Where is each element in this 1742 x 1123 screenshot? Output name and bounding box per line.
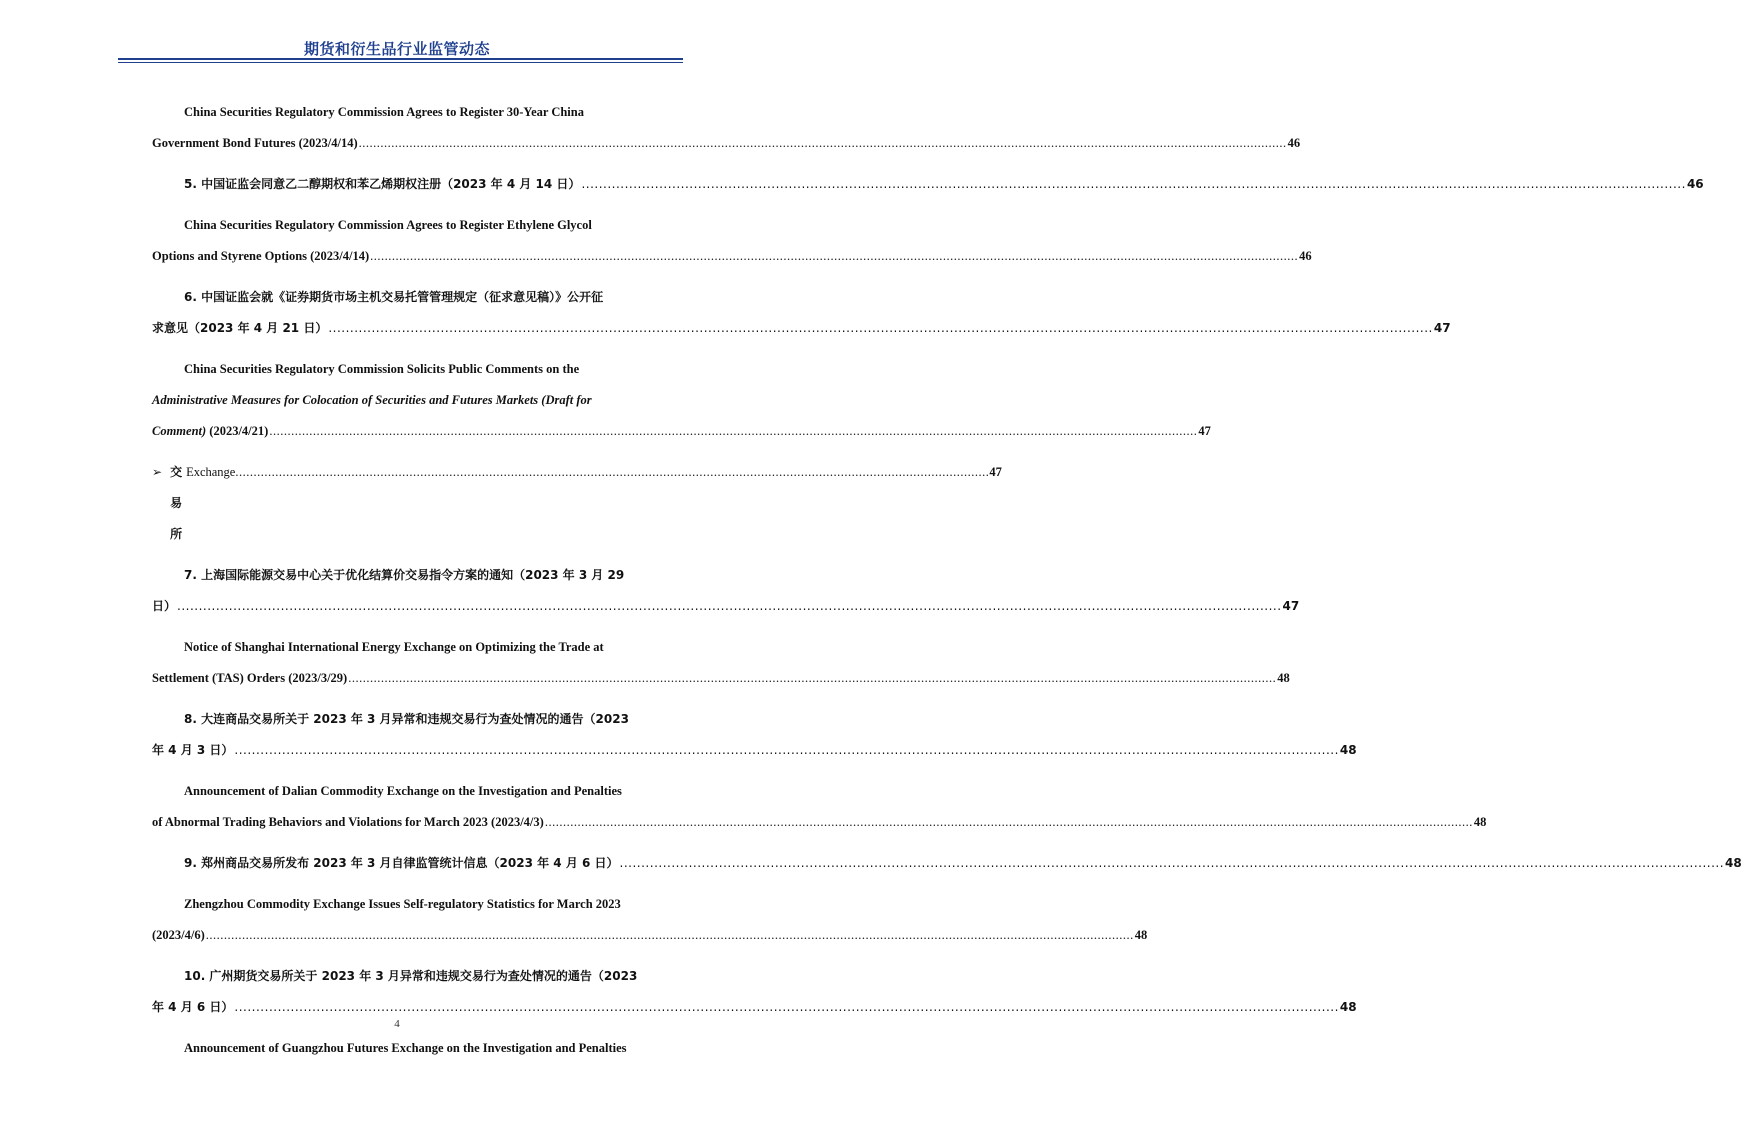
toc-entry[interactable] [152,354,1211,447]
leader-dots [177,591,1282,622]
page-header-title: 期货和衍生品行业监管动态 [303,40,490,58]
toc-entry-tail: 求意见（2023 年 4 月 21 日） [152,321,328,335]
toc-entry-page: 47 [1433,321,1451,335]
toc-entry-lead: Notice of Shanghai International Energy Exchange on Optimizing the Trade at [184,640,604,654]
toc-entry-page: 48 [1134,928,1148,942]
toc-entry-page: 48 [1277,671,1290,685]
toc-entry-tail: Settlement (TAS) Orders (2023/3/29) [152,671,348,685]
toc-entry-lastline [152,416,1211,447]
toc-entry-page: 48 [1473,815,1487,829]
toc-entry-tail: (2023/4/21) [206,424,269,438]
toc-entry-lastline [152,591,1300,622]
toc-entry-tail: Options and Styrene Options (2023/4/14) [152,249,370,263]
toc-entry[interactable] [152,632,1290,694]
toc-entry-lead: China Securities Regulatory Commission Agrees to Register Ethylene Glycol [184,218,592,232]
leader-dots [328,313,1433,344]
toc-entry-tail: 9. 郑州商品交易所发布 2023 年 3 月自律监管统计信息（2023 年 4 月 6 日） [184,856,619,870]
toc-entry-lead: 6. 中国证监会就《证券期货市场主机交易托管管理规定（征求意见稿）》公开征 [184,290,604,304]
toc-entry-lastline [152,128,1301,159]
leader-dots: ................................................................................................................................................................................................................ [235,465,990,479]
toc-entry-lead: 8. 大连商品交易所关于 2023 年 3 月异常和违规交易行为查处情况的通告（2023 [184,712,629,726]
toc-entry-page: 46 [1299,249,1312,263]
arrow-bullet-icon: ➢ [152,465,163,479]
toc-entry[interactable] [152,210,1312,272]
toc-entry[interactable] [152,889,1148,951]
toc-entry[interactable] [152,776,1487,838]
toc-entry-page: 48 [1339,1000,1357,1014]
toc-entry-lastline [152,920,1148,951]
header-rule-thin [118,62,683,63]
section-label: 交易所 [170,465,183,541]
toc-entry[interactable] [152,560,1300,622]
toc-entry-tail-italic: Comment) [152,424,207,438]
toc-entry-page: 47 [989,465,1002,479]
leader-dots [359,128,1287,159]
toc-entry[interactable] [152,704,1357,766]
toc-entry-tail: (2023/4/6) [152,928,205,942]
leader-dots [348,663,1276,694]
toc-entry-tail: 年 4 月 6 日） [152,1000,234,1014]
toc-entry-lead: China Securities Regulatory Commission Agrees to Register 30-Year China [184,105,584,119]
leader-dots [370,241,1298,272]
toc-entry-tail: Government Bond Futures (2023/4/14) [152,136,358,150]
toc-entry-tail: 日） [152,599,177,613]
toc-entry-tail: 5. 中国证监会同意乙二醇期权和苯乙烯期权注册（2023 年 4 月 14 日） [184,177,581,191]
toc-entry-lead: China Securities Regulatory Commission Solicits Public Comments on the [184,362,580,376]
toc-entry[interactable] [152,97,1301,159]
toc-entry-lastline [152,313,1451,344]
leader-dots [269,416,1197,447]
toc-entry-page: 47 [1282,599,1300,613]
toc-entry-lastline [152,241,1312,272]
toc-entry-lastline [152,735,1357,766]
toc-entry-page: 46 [1287,136,1301,150]
toc-entry-page: 46 [1686,177,1704,191]
toc-entry-lead: 10. 广州期货交易所关于 2023 年 3 月异常和违规交易行为查处情况的通告（2023 [184,969,638,983]
leader-dots [206,920,1134,951]
toc-entry-lead-italic: Administrative Measures for Colocation of Securities and Futures Markets (Draft for [152,393,592,407]
toc-entry-page: 48 [1339,743,1357,757]
toc-entry[interactable] [152,169,1704,200]
toc-entry-page: 48 [1725,856,1742,870]
leader-dots [581,169,1686,200]
toc-section-exchange[interactable] [152,457,1002,550]
table-of-contents [152,97,1742,1064]
toc-entry-page: 47 [1198,424,1211,438]
toc-entry-tail: of Abnormal Trading Behaviors and Violations for March 2023 (2023/4/3) [152,815,544,829]
leader-dots [234,735,1339,766]
toc-entry-lastline [152,848,1742,879]
toc-entry[interactable] [152,282,1451,344]
leader-dots [620,848,1725,879]
toc-entry[interactable] [152,1033,674,1064]
toc-entry-lead: Announcement of Dalian Commodity Exchange on the Investigation and Penalties [184,784,622,798]
toc-entry-lastline [152,169,1704,200]
toc-entry-lastline [152,663,1290,694]
page-number: 4 [394,1018,400,1030]
header-rule-thick [118,58,683,60]
toc-entry-tail: 年 4 月 3 日） [152,743,234,757]
toc-entry-lead: Zhengzhou Commodity Exchange Issues Self-regulatory Statistics for March 2023 [184,897,621,911]
toc-entry[interactable] [152,961,1357,1023]
toc-entry[interactable] [152,848,1742,879]
toc-entry-lead: 7. 上海国际能源交易中心关于优化结算价交易指令方案的通知（2023 年 3 月 29 [184,568,625,582]
leader-dots [545,807,1473,838]
toc-entry-lead: Announcement of Guangzhou Futures Exchange on the Investigation and Penalties [184,1041,627,1055]
section-label-en: Exchange [186,465,236,479]
toc-entry-lastline [152,807,1487,838]
